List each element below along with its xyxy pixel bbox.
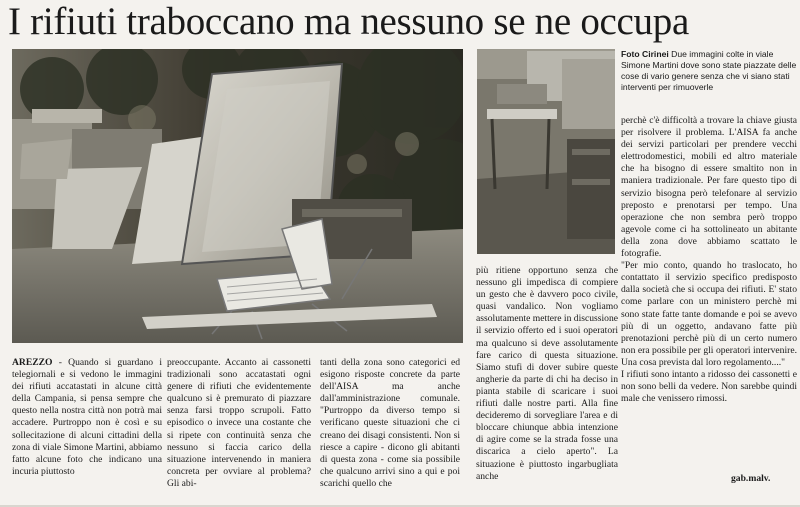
article-column-1 (12, 357, 162, 478)
caption-text: Due immagini colte in viale Simone Martini dove sono state piazzate delle cose di vario genere senza che vi siano stati interventi per rimuoverle (621, 49, 797, 92)
author-signature: gab.malv. (731, 473, 771, 484)
article-text-3: tanti della zona sono categorici ed esigono risposte concrete da parte dell'AISA ma anche dall'amministrazione comunale. "Purtroppo da diverso tempo si verificano queste situazioni che ci creano dei disagi consistenti. Non si riesce a capire - dicono gli abitanti di questa zona - come sia possibile che qualcuno arrivi sino a qui e poi scarichi quello che (320, 357, 460, 489)
photo-table-and-bins (477, 49, 615, 254)
article-text-4: più ritiene opportuno senza che nessuno gli impedisca di compiere un gesto che è davvero poco civile, quasi vandalico. Non vogliamo assolutamente mettere in discussione il servizio offerto ed i suoi operatori ma qualcuno si deve assolutamente fare carico di questa situazione. Siamo stufi di dover subire queste angherie da parte di chi ha deciso in pianta stabile di scaricare i suoi rifiuti dalle nostre parti. Alla fine decideremo di sorvegliare l'area e di bloccare chiunque abbia intenzione di agire come se la strada fosse una discarica a cielo aperto". La situazione è piuttosto ingarbugliata anche (476, 265, 619, 482)
dateline: AREZZO (12, 357, 53, 368)
article-column-4 (476, 265, 618, 483)
article-column-5 (621, 115, 797, 405)
article-column-2 (167, 357, 311, 490)
photo-caption (621, 49, 797, 93)
photo-discarded-furniture (12, 49, 463, 343)
article-text-1: - Quando si guardano i telegiornali e si vedono le immagini dei rifiuti accatastati in alcune città della Campania, si pensa sempre che questo nella nostra città non potrà mai accadere. Purtroppo non è così e su sollecitazione di alcuni cittadini della zona di viale Simone Martini, abbiamo fatto alcune foto che indicano una incuria piuttosto (12, 357, 162, 477)
article-text-5b: "Per mio conto, quando ho traslocato, ho contattato il servizio specifico predisposto dalla società che si occupa dei rifiuti. E' stato come parlare con un ministero perchè mi sono state fatte tante domande e poi se avevo più di un oggetto, andavano fatte più prenotazioni perchè più di un certo numero non era possibile per gli operatori intervenire. Una cosa prevista dal loro regolamento...." (621, 260, 797, 368)
article-text-5a: perchè c'è difficoltà a trovare la chiave giusta per risolvere il problema. L'AISA fa anche dei servizi particolari per prendere vecchi elettrodomestici, mobili ed altro materiale che ha bisogno di essere smaltito non in maniera tradizionale. Per fare questo tipo di servizio bisogna però telefonare al servizio preposto e prenotarsi per tempo. Una operazione che non sembra però troppo agevole come ci ha sottolineato un abitante della zona dove abbiamo scattato le fotografie. (621, 115, 797, 260)
article-column-3 (320, 357, 460, 490)
article-text-5c: I rifiuti sono intanto a ridosso dei cassonetti e non sono belli da vedere. Non sarebbe quindi male che venissero rimossi. (621, 368, 797, 405)
article-text-2: preoccupante. Accanto ai cassonetti tradizionali sono accatastati ogni genere di rifiuti che evidentemente qualcuno si è premurato di piazzare senza farsi troppo scrupoli. Fatto episodico o invece una costante che si ripete con continuità senza che nessuno si faccia carico della situazione intervenendo in maniera concreta per ovviare al problema? Gli abi- (167, 357, 311, 489)
headline: I rifiuti traboccano ma nessuno se ne occupa (8, 0, 689, 43)
photo-credit: Foto Cirinei (621, 49, 669, 59)
